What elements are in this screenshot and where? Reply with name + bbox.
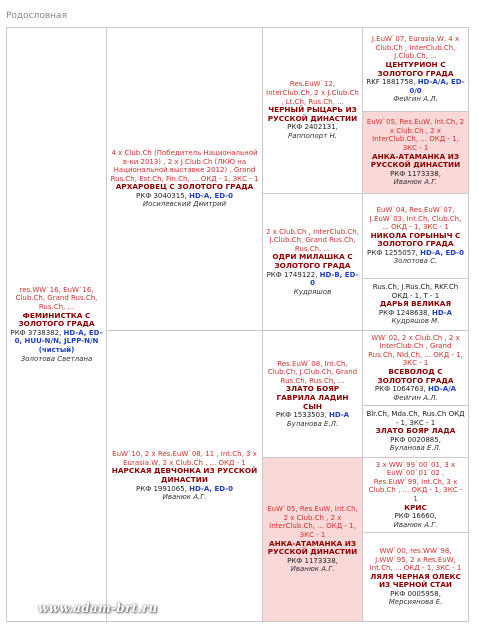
ssd-reg: РКФ 1173338, <box>390 169 441 178</box>
sd-name[interactable]: ОДРИ МИЛАШКА С ЗОЛОТОГО ГРАДА <box>272 252 353 270</box>
ds-name[interactable]: ЗЛАТО БОЯР ГАВРИЛА ЛАДИН СЫН <box>276 384 349 411</box>
sire-owner: Иосилевский Дмитрий <box>142 200 227 209</box>
ddd-reg: РКФ 0005958, <box>390 589 441 598</box>
ds-reg: РКФ 1533503, <box>275 411 327 420</box>
sds-titles: EuW`04, Res.EuW`07, J.EuW`03, Int.Ch, Club.Ch, ... ОКД - 1, ЗКС - 1 <box>369 205 462 232</box>
page-title: Родословная <box>6 11 67 21</box>
dss-health: HD-A/A <box>427 385 457 394</box>
ds-health: HD-A <box>328 411 350 420</box>
sire-health: HD-A, ED-0 <box>189 191 233 200</box>
sdd-name[interactable]: ДАРЬЯ ВЕЛИКАЯ <box>379 299 452 309</box>
sdd-health: HD-A <box>431 308 453 317</box>
ss-reg: РКФ 2402131, <box>287 123 338 132</box>
ddd-titles: WW`00, res.WW`98, J.WW`95, 2 x Res.EuW, Int.Ch, ... ОКД - 1, ЗКС - 1 <box>369 546 462 573</box>
sss-titles: J.EuW`07, Eurasia.W, 4 x Club.Ch , InterClub.Ch, J.Club.Ch, ... <box>371 35 460 61</box>
sss-name[interactable]: ЦЕНТУРИОН С ЗОЛОТОГО ГРАДА <box>377 59 454 78</box>
pedigree-table <box>6 27 469 622</box>
dam-owner: Иванюк А.Г. <box>162 493 207 502</box>
dog-cell <box>7 28 107 622</box>
ss-cell <box>263 28 363 194</box>
dog-reg: РКФ 3738382, <box>10 328 62 337</box>
dss-titles: WW`02, 2 x Club.Ch , 2 x InterClub.Ch , Grand Rus.Ch, Nld.Ch, ... ОКД - 1, ЗКС - 1 <box>368 333 463 368</box>
ss-titles: Res.EuW`12, InterClub.Ch, 2 x J.Club.Ch , Lt.Ch, Rus.Ch, ... <box>266 80 359 106</box>
sds-health: HD-A, ED-0 <box>420 248 464 257</box>
ds-owner: Буланова Е.Л. <box>286 419 339 428</box>
dsd-name[interactable]: ЗЛАТО БОЯР ЛАДА <box>375 426 456 436</box>
ds-titles: Res.EuW`08, Int.Ch, Club.Ch, J.Club.Ch, Grand Rus.Ch, Rus.Ch, ... <box>267 359 358 385</box>
dd-reg: РКФ 1173338, <box>287 556 338 565</box>
sss-reg: RKF 1881758, <box>366 78 416 87</box>
sds-name[interactable]: НИКОЛА ГОРЫНЫЧ С ЗОЛОТОГО ГРАДА <box>370 230 461 249</box>
dds-name[interactable]: КРИС <box>404 502 427 512</box>
dds-titles: 3 x WW`99`00`01, 3 x EuW`00`01`02 , Res.EuW`99, Int.Ch, 3 x Club.Ch , ... ОКД - 1, ЗКС - 1 <box>368 460 463 503</box>
sd-cell <box>263 194 363 331</box>
dog-owner: Золотова Светлана <box>20 354 93 363</box>
dd-cell <box>263 458 363 622</box>
dsd-cell <box>363 406 469 458</box>
dam-cell <box>107 331 263 622</box>
dsd-reg: РКФ 0020885, <box>390 435 441 444</box>
ddd-owner: Мерсиянова Е. <box>388 598 443 607</box>
dds-reg: РКФ 16660, <box>394 512 437 521</box>
sd-owner: Кудряшов <box>293 287 332 296</box>
ss-name[interactable]: ЧЕРНЫЙ РЫЦАРЬ ИЗ РУССКОЙ ДИНАСТИИ <box>267 105 358 123</box>
sds-reg: РКФ 1255057, <box>367 248 418 257</box>
sss-health: HD-A/A, ED-0/0 <box>409 78 465 95</box>
dds-owner: Иванюк А.Г. <box>393 520 438 529</box>
sd-titles: 2 x Club.Ch , InterClub.Ch, J.Club.Ch, Grand Rus.Ch, Rus.Ch, ... <box>266 227 359 253</box>
sire-name[interactable]: АРХАРОВЕЦ С ЗОЛОТОГО ГРАДА <box>115 182 254 192</box>
site-watermark: www.adam-brt.ru <box>38 601 158 615</box>
ss-owner: Раппопорт Н. <box>287 131 338 140</box>
ssd-titles: EuW`05, Res.EuW, Int.Ch, 2 x Club.Ch , 2 x InterClub.Ch, ... ОКД - 1, ЗКС - 1 <box>366 118 465 152</box>
ssd-name[interactable]: АНКА-АТАМАНКА ИЗ РУССКОЙ ДИНАСТИИ <box>370 151 461 170</box>
sd-health: HD-B, ED-0 <box>310 270 359 288</box>
dss-reg: РКФ 1064763, <box>374 385 426 394</box>
dd-name[interactable]: АНКА-АТАМАНКА ИЗ РУССКОЙ ДИНАСТИИ <box>267 538 358 557</box>
sdd-cell <box>363 279 469 331</box>
dam-name[interactable]: НАРСКАЯ ДЕВЧОНКА ИЗ РУССКОЙ ДИНАСТИИ <box>111 466 258 484</box>
sire-cell <box>107 28 263 331</box>
sd-reg: РКФ 1749122, <box>266 270 318 279</box>
dog-health: HD-A, ED-0, HUU-N/N, JLPP-N/N (чистый) <box>14 328 103 354</box>
dam-reg: РКФ 1991065, <box>136 484 187 493</box>
dam-health: HD-A, ED-0 <box>189 484 233 493</box>
dsd-owner: Буланова Е.Л. <box>389 444 442 453</box>
ssd-cell <box>363 112 469 194</box>
sss-owner: Фейгин А.Л. <box>393 95 438 104</box>
sire-reg: РКФ 3040315, <box>136 191 187 200</box>
sdd-titles: Rus.Ch, J.Rus.Ch, RKF.Ch ОКД - 1, Т - 1 <box>372 283 459 300</box>
dam-titles: EuW`10, 2 x Res.EuW`08, 11 , Int.Ch, 3 x Eurasia.W, 2 x Club.Ch , ... ОКД - 1 <box>112 450 257 467</box>
dsd-titles: Blr.Ch, Mda.Ch, Rus.Ch ОКД - 1, ЗКС - 1 <box>366 410 465 427</box>
ds-cell <box>263 331 363 458</box>
dog-titles: res.WW`16, EuW`16, Club.Ch, Grand Rus.Ch, Rus.Ch, ... <box>15 285 98 312</box>
sds-owner: Золотова С. <box>393 257 438 266</box>
sss-cell <box>363 28 469 112</box>
ssd-owner: Иванюк А.Г. <box>393 178 438 187</box>
ddd-cell <box>363 533 469 622</box>
sdd-reg: РКФ 1248638, <box>378 308 430 317</box>
dd-owner: Иванюк А.Г. <box>290 565 335 574</box>
dss-owner: Фейгин А.Л. <box>393 393 438 402</box>
dss-name[interactable]: ВСЕВОЛОД С ЗОЛОТОГО ГРАДА <box>377 367 454 385</box>
sdd-owner: Кудряшов М. <box>391 317 440 326</box>
dog-name[interactable]: ФЕМИНИСТКА С ЗОЛОТОГО ГРАДА <box>18 310 95 329</box>
sds-cell <box>363 194 469 279</box>
dds-cell <box>363 458 469 533</box>
sire-titles: 4 x Club.Ch (Победитель Национальной в-ки 2013) , 2 x J.Club.Ch (ЛКЮ на Национальной выставке 2012) , Grand Rus.Ch, Est.Ch, Fin.Ch, ... ОКД - 1, ЗКС - 1 <box>110 148 259 183</box>
dss-cell <box>363 331 469 406</box>
ddd-name[interactable]: ЛЯЛЯ ЧЕРНАЯ ОЛЕКС ИЗ ЧЕРНОЙ СТАИ <box>370 571 461 590</box>
dd-titles: EuW`05, Res.EuW, Int.Ch, 2 x Club.Ch , 2 x InterClub.Ch, ... ОКД - 1, ЗКС - 1 <box>267 505 358 539</box>
